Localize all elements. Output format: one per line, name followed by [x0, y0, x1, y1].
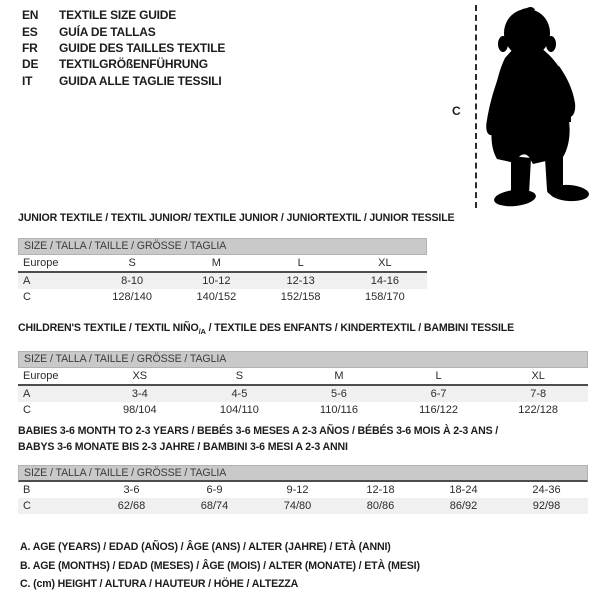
- lang-row-es: [22, 23, 225, 39]
- row-label: A: [23, 388, 31, 401]
- cell: 5-6: [331, 388, 347, 401]
- note-b: B. AGE (MONTHS) / EDAD (MESES) / ÂGE (MOIS) / ALTER (MONATE) / ETÀ (MESI): [20, 559, 420, 572]
- lang-code: ES: [22, 24, 38, 39]
- column-header: L: [435, 370, 442, 383]
- table-row-age-months: [18, 482, 588, 498]
- lang-label: GUIDE DES TAILLES TEXTILE: [59, 40, 226, 55]
- column-header: M: [211, 257, 221, 269]
- size-header-bar: SIZE / TALLA / TAILLE / GRÖSSE / TAGLIA: [18, 351, 588, 368]
- title-subscript: /A: [198, 327, 206, 337]
- cell: 3-4: [131, 388, 148, 401]
- lang-label: TEXTILE SIZE GUIDE: [59, 8, 177, 23]
- height-measure-label: C: [452, 104, 461, 118]
- cell: 86/92: [449, 500, 478, 512]
- cell: 140/152: [196, 291, 237, 303]
- cell: 12-13: [286, 275, 315, 287]
- cell: 6-9: [206, 484, 223, 496]
- column-header: M: [334, 370, 344, 383]
- table-row-height: [18, 402, 588, 418]
- cell: 12-18: [366, 484, 395, 496]
- table-title: JUNIOR TEXTILE / TEXTIL JUNIOR/ TEXTILE JUNIOR / JUNIORTEXTIL / JUNIOR TESSILE: [18, 212, 455, 224]
- table-row-height: [18, 289, 427, 305]
- lang-label: GUIDA ALLE TAGLIE TESSILI: [59, 73, 222, 88]
- note-a: A. AGE (YEARS) / EDAD (AÑOS) / ÂGE (ANS) / ALTER (JAHRE) / ETÀ (ANNI): [20, 541, 391, 553]
- size-header-bar: SIZE / TALLA / TAILLE / GRÖSSE / TAGLIA: [18, 465, 588, 482]
- cell: 7-8: [530, 388, 547, 401]
- lang-code: FR: [22, 40, 38, 55]
- cell: 110/116: [319, 404, 359, 417]
- title-line-1: BABIES 3-6 MONTH TO 2-3 YEARS / BEBÉS 3-6 MESES A 2-3 AÑOS / BÉBÉS 3-6 MOIS À 2-3 ANS /: [18, 425, 499, 437]
- row-label: B: [23, 484, 31, 496]
- table-title: [18, 424, 588, 455]
- cell: 3-6: [123, 484, 140, 496]
- cell: 92/98: [532, 500, 561, 512]
- lang-row-it: [22, 73, 225, 89]
- cell: 98/104: [122, 404, 157, 417]
- table-title: [18, 322, 588, 338]
- lang-row-de: [22, 56, 225, 72]
- table-row-age: [18, 386, 588, 402]
- toddler-silhouette-icon: [484, 6, 596, 208]
- note-c: C. (cm) HEIGHT / ALTURA / HAUTEUR / HÖHE / ALTEZZA: [20, 578, 299, 591]
- cell: 122/128: [518, 404, 559, 417]
- babies-size-table: [18, 424, 588, 514]
- column-header: L: [297, 257, 304, 269]
- cell: 152/158: [280, 291, 321, 303]
- row-label: C: [23, 404, 31, 417]
- lang-code: EN: [22, 8, 39, 23]
- table-row-height: [18, 498, 588, 514]
- cell: 14-16: [370, 275, 399, 287]
- cell: 4-5: [231, 388, 248, 401]
- column-header: S: [128, 257, 136, 269]
- row-label: C: [23, 500, 31, 512]
- cell: 8-10: [121, 275, 144, 287]
- table-row-age: [18, 273, 427, 289]
- column-header: S: [235, 370, 244, 383]
- cell: 80/86: [366, 500, 395, 512]
- cell: 68/74: [200, 500, 229, 512]
- legend-notes: [20, 538, 420, 594]
- height-measure-dashed-line: [475, 5, 477, 208]
- region-label: Europe: [23, 370, 59, 383]
- cell: 10-12: [202, 275, 231, 287]
- cell: 116/122: [419, 404, 459, 417]
- cell: 18-24: [449, 484, 478, 496]
- cell: 6-7: [430, 388, 447, 401]
- cell: 24-36: [532, 484, 561, 496]
- row-label: A: [23, 275, 31, 287]
- column-header: XL: [378, 257, 392, 269]
- title-line-2: BABYS 3-6 MONATE BIS 2-3 JAHRE / BAMBINI 3-6 MESI A 2-3 ANNI: [18, 440, 348, 453]
- title-post: / TEXTILE DES ENFANTS / KINDERTEXTIL / BAMBINI TESSILE: [205, 322, 514, 334]
- cell: 62/68: [117, 500, 146, 512]
- cell: 158/170: [364, 291, 405, 303]
- lang-code: IT: [22, 73, 33, 88]
- cell: 9-12: [286, 484, 309, 496]
- lang-label: TEXTILGRÖßENFÜHRUNG: [59, 57, 208, 72]
- cell: 74/80: [283, 500, 312, 512]
- row-label: C: [23, 291, 31, 303]
- column-header: XS: [132, 370, 148, 383]
- column-header-row: [18, 368, 588, 386]
- lang-row-fr: [22, 40, 225, 56]
- lang-label: GUÍA DE TALLAS: [59, 24, 156, 39]
- column-header-row: [18, 255, 427, 273]
- cell: 104/110: [219, 404, 259, 417]
- column-header: XL: [531, 370, 545, 383]
- language-header: [22, 7, 225, 89]
- children-size-table: [18, 322, 588, 418]
- size-header-bar: SIZE / TALLA / TAILLE / GRÖSSE / TAGLIA: [18, 238, 427, 255]
- lang-row-en: [22, 7, 225, 23]
- region-label: Europe: [23, 257, 59, 269]
- junior-size-table: [18, 212, 455, 305]
- title-pre: CHILDREN'S TEXTILE / TEXTIL NIÑO: [18, 322, 199, 334]
- lang-code: DE: [22, 57, 39, 72]
- cell: 128/140: [112, 291, 152, 303]
